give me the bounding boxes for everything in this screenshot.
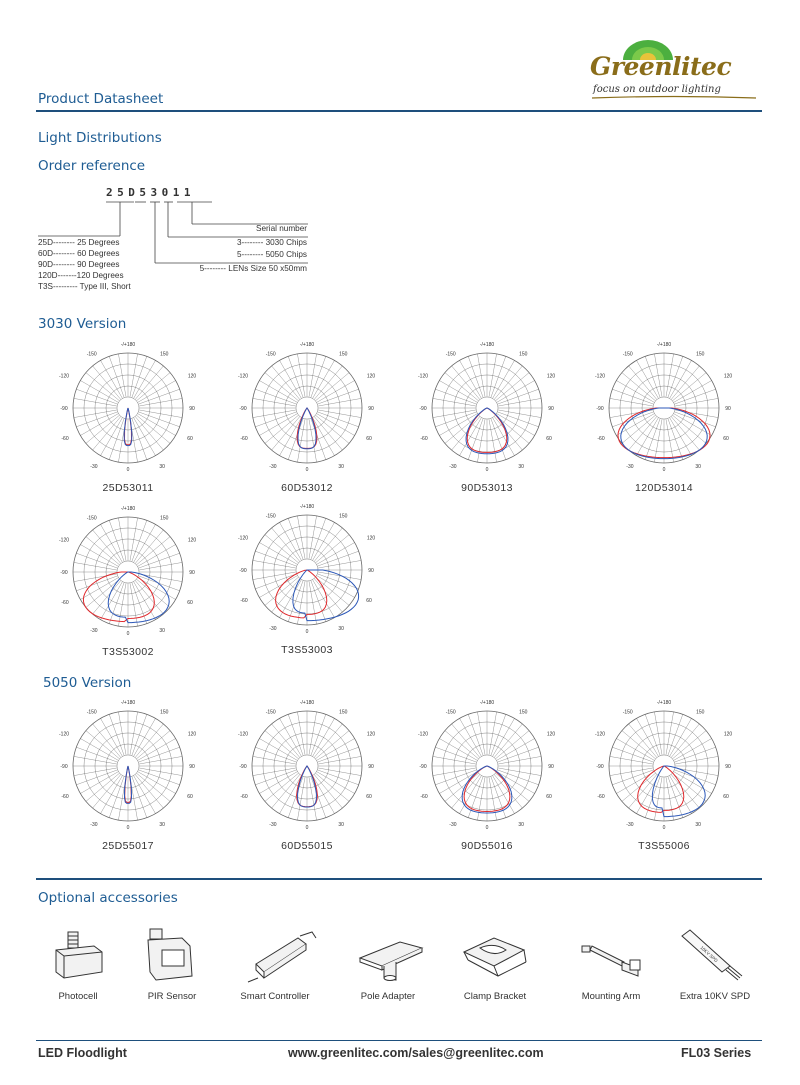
- polar-tick-label: 90: [368, 406, 374, 412]
- polar-tick-label: 30: [159, 822, 165, 828]
- polar-tick-label: -120: [417, 373, 429, 380]
- accessory-label-pole-adapter: Pole Adapter: [360, 991, 416, 1002]
- polar-diagram: [412, 338, 562, 478]
- polar-diagram-label: T3S53003: [281, 644, 333, 656]
- polar-tick-label: -30: [269, 626, 277, 632]
- pir-sensor-icon: [142, 926, 198, 984]
- polar-diagram: [412, 696, 562, 836]
- order-angle: 25D-------- 25 Degrees: [38, 238, 120, 247]
- polar-tick-label: -150: [445, 709, 456, 716]
- polar-tick-label: -120: [417, 731, 429, 738]
- polar-tick-label: -60: [61, 599, 69, 606]
- polar-tick-label: 0: [126, 631, 130, 637]
- polar-tick-label: 150: [696, 709, 705, 716]
- polar-tick-label: -120: [237, 731, 249, 738]
- polar-tick-label: -30: [449, 464, 457, 470]
- polar-tick-label: -90: [239, 764, 247, 770]
- footer-series: FL03 Series: [681, 1046, 752, 1060]
- polar-tick-label: -120: [594, 373, 606, 380]
- polar-tick-label: 150: [519, 709, 528, 716]
- polar-tick-label: 120: [366, 373, 376, 380]
- polar-tick-label: -90: [239, 406, 247, 412]
- polar-tick-label: 30: [159, 628, 165, 634]
- polar-tick-label: -30: [269, 464, 277, 470]
- polar-tick-label: -90: [60, 406, 68, 412]
- order-serial: Serial number: [256, 224, 307, 233]
- polar-tick-label: 0: [662, 467, 666, 473]
- page-title: Product Datasheet: [38, 91, 164, 107]
- polar-tick-label: -120: [594, 731, 606, 738]
- polar-tick-label: 60: [723, 435, 729, 442]
- polar-tick-label: -120: [58, 537, 70, 544]
- polar-tick-label: 0: [126, 825, 130, 831]
- polar-tick-label: 0: [485, 825, 489, 831]
- polar-diagram-label: 25D53011: [102, 482, 154, 494]
- footer-product: LED Floodlight: [38, 1046, 127, 1060]
- polar-tick-label: -/+180: [299, 342, 315, 348]
- order-angle: T3S--------- Type III, Short: [38, 282, 131, 291]
- polar-tick-label: -/+180: [299, 700, 315, 706]
- polar-diagram: [589, 338, 739, 478]
- polar-tick-label: -120: [237, 373, 249, 380]
- polar-tick-label: 120: [366, 731, 376, 738]
- polar-tick-label: 30: [338, 464, 344, 470]
- polar-tick-label: 60: [366, 435, 372, 442]
- polar-diagram-label: 60D55015: [281, 840, 333, 852]
- polar-tick-label: -30: [90, 822, 98, 828]
- polar-tick-label: -150: [622, 351, 633, 358]
- polar-tick-label: -60: [420, 793, 428, 800]
- polar-diagram-label: 25D55017: [102, 840, 154, 852]
- polar-tick-label: 150: [696, 351, 705, 358]
- smart-controller-icon: [240, 928, 320, 984]
- polar-tick-label: 90: [368, 568, 374, 574]
- polar-tick-label: -30: [626, 822, 634, 828]
- polar-tick-label: -60: [240, 597, 248, 604]
- polar-tick-label: 150: [519, 351, 528, 358]
- order-chips-3030: 3-------- 3030 Chips: [236, 238, 307, 247]
- logo-underline: [590, 95, 758, 101]
- polar-tick-label: 30: [159, 464, 165, 470]
- polar-tick-label: 150: [160, 515, 169, 522]
- polar-tick-label: -150: [265, 351, 276, 358]
- polar-tick-label: 150: [339, 709, 348, 716]
- polar-tick-label: -150: [622, 709, 633, 716]
- polar-tick-label: -/+180: [120, 506, 136, 512]
- pole-adapter-icon: [356, 936, 426, 982]
- accessory-label-spd: Extra 10KV SPD: [679, 991, 751, 1002]
- polar-tick-label: -150: [86, 351, 97, 358]
- polar-tick-label: -/+180: [299, 504, 315, 510]
- spd-icon: [676, 926, 746, 984]
- polar-diagram: [53, 502, 203, 642]
- polar-diagram: [53, 338, 203, 478]
- polar-tick-label: 120: [187, 537, 197, 544]
- polar-tick-label: 30: [695, 464, 701, 470]
- spd-marking: 10KV SPD: [699, 945, 719, 964]
- clamp-bracket-icon: [460, 932, 530, 984]
- logo: Greenlitec: [590, 52, 732, 81]
- polar-tick-label: -120: [58, 373, 70, 380]
- polar-tick-label: -90: [596, 406, 604, 412]
- polar-tick-label: -60: [61, 435, 69, 442]
- accessory-label-mounting-arm: Mounting Arm: [581, 991, 641, 1002]
- polar-tick-label: -60: [61, 793, 69, 800]
- polar-tick-label: 60: [187, 599, 193, 606]
- polar-tick-label: 60: [187, 793, 193, 800]
- polar-tick-label: 90: [725, 764, 731, 770]
- mounting-arm-icon: [578, 940, 648, 980]
- accessory-label-photocell: Photocell: [58, 991, 98, 1002]
- polar-tick-label: 150: [160, 709, 169, 716]
- polar-diagram: [53, 696, 203, 836]
- polar-tick-label: -/+180: [656, 342, 672, 348]
- polar-tick-label: 90: [189, 570, 195, 576]
- polar-tick-label: 30: [518, 822, 524, 828]
- polar-tick-label: 0: [126, 467, 130, 473]
- polar-tick-label: 120: [187, 731, 197, 738]
- polar-diagram-label: 60D53012: [281, 482, 333, 494]
- polar-tick-label: 120: [366, 535, 376, 542]
- polar-tick-label: 60: [546, 793, 552, 800]
- polar-tick-label: 150: [339, 513, 348, 520]
- polar-diagram-label: T3S55006: [638, 840, 690, 852]
- photocell-icon: [50, 928, 106, 984]
- polar-tick-label: -30: [269, 822, 277, 828]
- polar-tick-label: 0: [485, 467, 489, 473]
- polar-tick-label: 0: [662, 825, 666, 831]
- section-light-distributions: Light Distributions: [38, 130, 162, 146]
- polar-tick-label: 60: [546, 435, 552, 442]
- polar-tick-label: -30: [449, 822, 457, 828]
- polar-tick-label: 30: [338, 626, 344, 632]
- section-5050-version: 5050 Version: [43, 675, 132, 691]
- polar-tick-label: -60: [597, 435, 605, 442]
- footer-contact: www.greenlitec.com/sales@greenlitec.com: [288, 1046, 544, 1060]
- polar-diagram: [232, 338, 382, 478]
- polar-tick-label: 90: [189, 406, 195, 412]
- polar-tick-label: -/+180: [120, 700, 136, 706]
- polar-tick-label: 150: [339, 351, 348, 358]
- accessory-label-smart-controller: Smart Controller: [240, 991, 310, 1002]
- polar-tick-label: -90: [239, 568, 247, 574]
- polar-tick-label: 90: [368, 764, 374, 770]
- polar-tick-label: -150: [86, 515, 97, 522]
- polar-tick-label: 120: [546, 731, 556, 738]
- polar-tick-label: 120: [723, 731, 733, 738]
- polar-tick-label: 90: [189, 764, 195, 770]
- polar-tick-label: -/+180: [120, 342, 136, 348]
- polar-tick-label: 60: [187, 435, 193, 442]
- section-3030-version: 3030 Version: [38, 316, 127, 332]
- polar-tick-label: -60: [597, 793, 605, 800]
- header-divider: [36, 110, 762, 112]
- polar-diagram: [232, 696, 382, 836]
- polar-tick-label: -60: [240, 435, 248, 442]
- polar-tick-label: -/+180: [479, 700, 495, 706]
- polar-tick-label: 60: [366, 597, 372, 604]
- polar-tick-label: 120: [187, 373, 197, 380]
- polar-tick-label: 60: [366, 793, 372, 800]
- polar-tick-label: 120: [546, 373, 556, 380]
- order-code: 25D53011: [106, 186, 195, 199]
- polar-tick-label: 60: [723, 793, 729, 800]
- polar-tick-label: -/+180: [656, 700, 672, 706]
- order-angle: 120D-------120 Degrees: [38, 271, 124, 280]
- order-angle: 60D-------- 60 Degrees: [38, 249, 120, 258]
- polar-tick-label: 120: [723, 373, 733, 380]
- polar-diagram-label: 90D53013: [461, 482, 513, 494]
- polar-tick-label: 0: [305, 629, 309, 635]
- accessories-divider: [36, 878, 762, 880]
- polar-tick-label: -150: [265, 513, 276, 520]
- polar-tick-label: -30: [626, 464, 634, 470]
- polar-tick-label: -150: [445, 351, 456, 358]
- polar-tick-label: -120: [58, 731, 70, 738]
- polar-diagram: [589, 696, 739, 836]
- polar-tick-label: 90: [548, 764, 554, 770]
- polar-diagram-label: 90D55016: [461, 840, 513, 852]
- polar-tick-label: -60: [240, 793, 248, 800]
- polar-tick-label: -/+180: [479, 342, 495, 348]
- polar-tick-label: -150: [265, 709, 276, 716]
- logo-tagline: focus on outdoor lighting: [593, 84, 721, 95]
- polar-tick-label: -90: [60, 570, 68, 576]
- polar-tick-label: 30: [338, 822, 344, 828]
- polar-tick-label: 0: [305, 825, 309, 831]
- polar-tick-label: 30: [695, 822, 701, 828]
- polar-tick-label: -90: [419, 764, 427, 770]
- polar-tick-label: 150: [160, 351, 169, 358]
- order-chips-5050: 5-------- 5050 Chips: [236, 250, 307, 259]
- polar-tick-label: 0: [305, 467, 309, 473]
- accessory-label-clamp-bracket: Clamp Bracket: [463, 991, 527, 1002]
- polar-tick-label: -90: [60, 764, 68, 770]
- polar-tick-label: -30: [90, 628, 98, 634]
- order-lens: 5-------- LENs Size 50 x50mm: [199, 264, 307, 273]
- polar-diagram-label: 120D53014: [635, 482, 693, 494]
- polar-tick-label: -120: [237, 535, 249, 542]
- order-angle: 90D-------- 90 Degrees: [38, 260, 120, 269]
- footer-divider: [36, 1040, 762, 1041]
- polar-tick-label: 30: [518, 464, 524, 470]
- polar-tick-label: -90: [596, 764, 604, 770]
- polar-tick-label: 90: [548, 406, 554, 412]
- section-optional-accessories: Optional accessories: [38, 890, 178, 906]
- polar-diagram-label: T3S53002: [102, 646, 154, 658]
- polar-diagram: [232, 500, 382, 640]
- polar-tick-label: 90: [725, 406, 731, 412]
- polar-tick-label: -60: [420, 435, 428, 442]
- accessory-label-pir-sensor: PIR Sensor: [147, 991, 197, 1002]
- polar-tick-label: -90: [419, 406, 427, 412]
- polar-tick-label: -150: [86, 709, 97, 716]
- section-order-reference: Order reference: [38, 158, 146, 174]
- polar-tick-label: -30: [90, 464, 98, 470]
